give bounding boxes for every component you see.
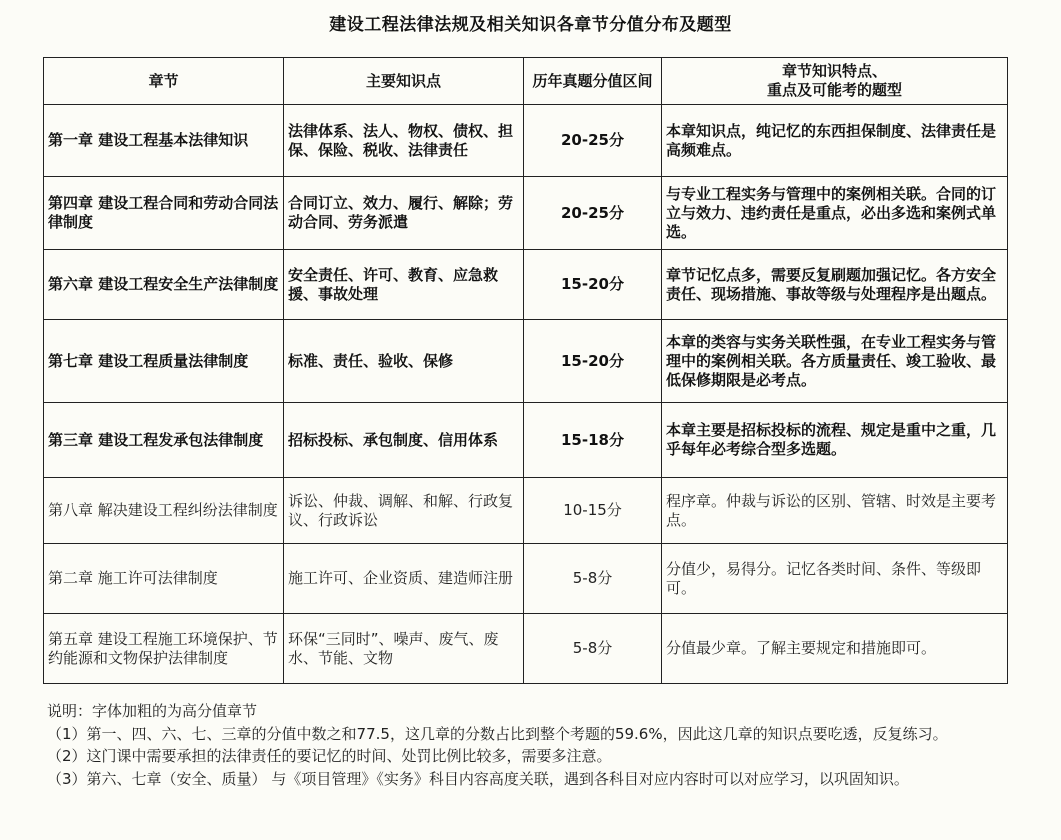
table-row xyxy=(44,544,1008,614)
note-item: （2）这门课中需要承担的法律责任的要记忆的时间、处罚比例比较多，需要多注意。 xyxy=(47,747,612,765)
header-score: 历年真题分值区间 xyxy=(524,58,662,105)
cell-feature: 章节记忆点多，需要反复刷题加强记忆。各方安全责任、现场措施、事故等级与处理程序是出题点。 xyxy=(662,250,1008,320)
cell-points: 施工许可、企业资质、建造师注册 xyxy=(284,544,524,614)
table-row xyxy=(44,105,1008,177)
notes-intro: 说明：字体加粗的为高分值章节 xyxy=(47,702,258,720)
table-row xyxy=(44,478,1008,544)
cell-score: 20-25分 xyxy=(524,105,662,177)
cell-chapter: 第四章 建设工程合同和劳动合同法律制度 xyxy=(44,177,284,250)
cell-points: 环保“三同时”、噪声、废气、废水、节能、文物 xyxy=(284,614,524,684)
cell-score: 5-8分 xyxy=(524,614,662,684)
cell-chapter: 第二章 施工许可法律制度 xyxy=(44,544,284,614)
header-chapter: 章节 xyxy=(44,58,284,105)
cell-feature: 本章主要是招标投标的流程、规定是重中之重，几乎每年必考综合型多选题。 xyxy=(662,403,1008,478)
cell-points: 法律体系、法人、物权、债权、担保、保险、税收、法律责任 xyxy=(284,105,524,177)
note-item: （1）第一、四、六、七、三章的分值中数之和77.5，这几章的分数占比到整个考题的59.6%，因此这几章的知识点要吃透，反复练习。 xyxy=(47,724,948,743)
cell-score: 15-18分 xyxy=(524,403,662,478)
cell-chapter: 第三章 建设工程发承包法律制度 xyxy=(44,403,284,478)
cell-chapter: 第一章 建设工程基本法律知识 xyxy=(44,105,284,177)
cell-points: 诉讼、仲裁、调解、和解、行政复议、行政诉讼 xyxy=(284,478,524,544)
cell-feature: 本章的类容与实务关联性强，在专业工程实务与管理中的案例相关联。各方质量责任、竣工验收、最低保修期限是必考点。 xyxy=(662,320,1008,403)
cell-points: 合同订立、效力、履行、解除；劳动合同、劳务派遣 xyxy=(284,177,524,250)
notes-section xyxy=(47,700,1007,790)
cell-points: 招标投标、承包制度、信用体系 xyxy=(284,403,524,478)
cell-score: 10-15分 xyxy=(524,478,662,544)
cell-score: 5-8分 xyxy=(524,544,662,614)
table-row xyxy=(44,614,1008,684)
cell-score: 15-20分 xyxy=(524,320,662,403)
header-feature-line1: 章节知识特点、 xyxy=(781,62,887,80)
cell-points: 安全责任、许可、教育、应急救援、事故处理 xyxy=(284,250,524,320)
cell-feature: 程序章。仲裁与诉讼的区别、管辖、时效是主要考点。 xyxy=(662,478,1008,544)
document-title: 建设工程法律法规及相关知识各章节分值分布及题型 xyxy=(329,15,732,35)
cell-feature: 分值少，易得分。记忆各类时间、条件、等级即可。 xyxy=(662,544,1008,614)
cell-feature: 本章知识点，纯记忆的东西担保制度、法律责任是高频难点。 xyxy=(662,105,1008,177)
cell-feature: 分值最少章。了解主要规定和措施即可。 xyxy=(662,614,1008,684)
header-feature-line2: 重点及可能考的题型 xyxy=(766,81,902,99)
table-header-row xyxy=(44,58,1008,105)
cell-chapter: 第五章 建设工程施工环境保护、节约能源和文物保护法律制度 xyxy=(44,614,284,684)
header-feature xyxy=(662,58,1008,105)
cell-points: 标准、责任、验收、保修 xyxy=(284,320,524,403)
table-row xyxy=(44,177,1008,250)
note-item: （3）第六、七章（安全、质量） 与《项目管理》《实务》科目内容高度关联，遇到各科目对应内容时可以对应学习，以巩固知识。 xyxy=(47,769,909,788)
cell-feature: 与专业工程实务与管理中的案例相关联。合同的订立与效力、违约责任是重点，必出多选和案例式单选。 xyxy=(662,177,1008,250)
table-row xyxy=(44,320,1008,403)
score-distribution-table xyxy=(43,57,1008,684)
cell-chapter: 第八章 解决建设工程纠纷法律制度 xyxy=(44,478,284,544)
header-points: 主要知识点 xyxy=(284,58,524,105)
table-row xyxy=(44,250,1008,320)
cell-score: 20-25分 xyxy=(524,177,662,250)
cell-chapter: 第六章 建设工程安全生产法律制度 xyxy=(44,250,284,320)
table-row xyxy=(44,403,1008,478)
cell-chapter: 第七章 建设工程质量法律制度 xyxy=(44,320,284,403)
cell-score: 15-20分 xyxy=(524,250,662,320)
